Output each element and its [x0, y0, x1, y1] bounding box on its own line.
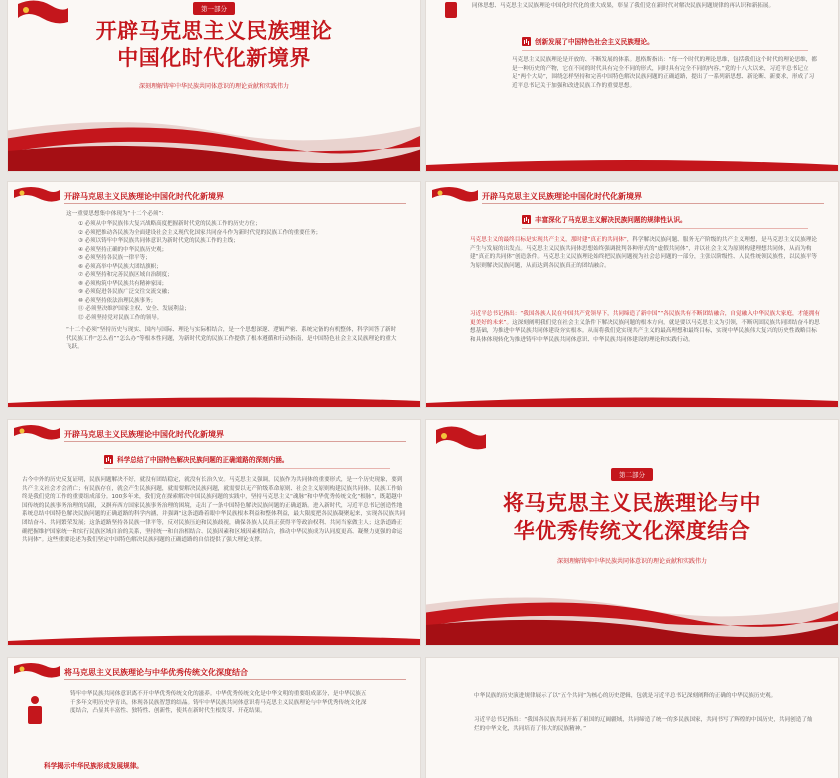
highlight-text: 马克思主义的最终目标是实现共产主义，那时建“真正的共同体”，: [470, 237, 633, 243]
speaker-icon: [440, 0, 462, 20]
slide-part2-title[interactable]: [426, 420, 838, 645]
slide-subtitle: 深刻理解铸牢中华民族共同体意识的理论贡献和实践伟力: [138, 83, 289, 90]
header-title: 将马克思主义民族理论与中华优秀传统文化深度结合: [64, 668, 248, 677]
chart-icon: [104, 455, 113, 464]
subhead: [522, 36, 654, 46]
paragraph: 习近平总书记指出：“我国各民族共同开拓了祖国的辽阔疆域，共同缔造了统一的多民族国家，共同书写了辉煌的中国历史，共同创造了灿烂的中华文化，共同培育了伟大的民族精神。”: [474, 717, 813, 732]
red-ribbon: [8, 102, 420, 171]
slide-header: [426, 182, 838, 206]
list-item: ⑥ 必须高举中华民族大团结旗帜；: [78, 263, 162, 270]
list-item: ① 必须从中华民族伟大复兴战略高度把握新时代党的民族工作的历史方位；: [78, 221, 261, 227]
paragraph: [470, 310, 820, 344]
paragraph: 中华民族的历史演进规律展示了以“五个共同”为核心的历史逻辑，包就是习近平总书记深刻阐释的正确的中华民族历史观。: [474, 693, 777, 699]
subhead-text: 科学总结了中国特色解决民族问题的正确道路的深刻内涵。: [117, 456, 289, 464]
header-title: 开辟马克思主义民族理论中国化时代化新境界: [64, 430, 224, 439]
list-item: ③ 必须以铸牢中华民族共同体意识为新时代党的民族工作的主线；: [78, 238, 239, 244]
divider: [104, 468, 390, 469]
paragraph: 马克思主义民族理论是开放的、不断发展的体系。恩格斯指出：“每一个时代的理论思维，包括我们这个时代的理论思维，都是一种历史的产物，它在不同的时代具有完全不同的形式，同时具有完全不同的内容。”党的十八大以来，习近平总书记立足“两个大局”，围绕怎样坚持和完善中国特色解决民族问题的正确道路，提出了一系列新思想、新论断、新要求，形成了习近平总书记关于加强和改进民族工作的重要思想。: [512, 57, 817, 89]
header-divider: [64, 679, 406, 680]
slide-twelve-musts[interactable]: [8, 182, 420, 407]
speaker-icon: [24, 694, 46, 730]
flag-icon: [430, 184, 478, 206]
divider: [522, 228, 808, 229]
slide-correct-path[interactable]: [8, 420, 420, 645]
slide-subtitle: 深刻理解铸牢中华民族共同体意识的理论贡献和实践伟力: [556, 558, 707, 565]
flag-icon: [12, 660, 60, 682]
slide-title-line1: 将马克思主义民族理论与中: [503, 491, 761, 515]
list-item: ⑦ 必须坚持和完善民族区域自治制度；: [78, 272, 173, 278]
list-item: ⑤ 必须坚持各民族一律平等；: [78, 255, 151, 261]
subhead-text: 科学揭示中华民族形成发展规律。: [44, 762, 143, 770]
list-item: ⑧ 必须构筑中华民族共有精神家园；: [78, 280, 168, 287]
slide-laws-understanding[interactable]: [426, 182, 838, 407]
slide-history-view[interactable]: [426, 658, 838, 778]
header-title: 开辟马克思主义民族理论中国化时代化新境界: [482, 192, 642, 201]
subhead: [44, 760, 143, 770]
red-ribbon: [426, 584, 838, 645]
musts-list: [78, 220, 398, 322]
flag-icon: [430, 424, 486, 454]
slide-header: [8, 420, 420, 444]
header-divider: [64, 441, 406, 442]
corner-wave: [426, 147, 838, 171]
slide-title-line2: 华优秀传统文化深度结合: [513, 519, 751, 543]
divider: [522, 50, 808, 51]
header-title: 开辟马克思主义民族理论中国化时代化新境界: [64, 192, 224, 201]
header-divider: [482, 203, 824, 204]
paragraph: [470, 236, 820, 270]
highlight-text: 习近平总书记指出：“我国各族人民在中国共产党领导下，共同缔造了新中国”“各民族共有不断团结融合，自觉融入中华民族大家庭，才能拥有更美好的未来”。: [470, 311, 820, 326]
slide-header: [8, 658, 420, 682]
slide-part1-title[interactable]: [8, 0, 420, 171]
list-item: ② 必须把推动各民族为全面建设社会主义现代化国家共同奋斗作为新时代党的民族工作的重要任务；: [78, 229, 322, 236]
corner-wave: [8, 387, 420, 407]
subhead: [522, 214, 687, 224]
flag-icon: [12, 184, 60, 206]
chart-icon: [522, 37, 531, 46]
chart-icon: [522, 215, 531, 224]
list-item: ⑫ 必须坚持党对民族工作的领导。: [78, 314, 163, 321]
list-item: ⑪ 必须坚决维护国家主权、安全、发展利益；: [78, 306, 190, 312]
flag-icon: [12, 422, 60, 444]
slide-title-line1: 开辟马克思主义民族理论: [95, 19, 333, 43]
corner-wave: [426, 387, 838, 407]
subhead-text: 丰富深化了马克思主义解决民族问题的规律性认识。: [535, 216, 687, 224]
part-badge: 第二部分: [611, 468, 653, 481]
list-item: ⑩ 必须坚持依法治理民族事务；: [78, 297, 157, 304]
body-text: 这深刻阐明我们党在社会主义条件下解决民族问题的根本方向，就是要以马克思主义为引领，不断巩固民族共同团结奋斗的思想基础，为推进中华民族共同体建设夯实根本。从而将我们党实现共产主义的最高理想和最终目标，实现中华民族伟大复兴的历史性战略目标和具体体现转化为推进铸牢中华民族共同体意识、中华民族共同体建设的理论和实践行动。: [470, 319, 820, 343]
intro-text: 这一重要思想集中体现为“十二个必须”：: [66, 211, 167, 217]
subhead-text: 创新发展了中国特色社会主义民族理论。: [535, 38, 654, 46]
list-item: ⑨ 必须促进各民族广泛交往交流交融；: [78, 289, 173, 295]
slide-traditional-culture[interactable]: [8, 658, 420, 778]
header-divider: [64, 203, 406, 204]
paragraph: 古今中外的历史反复证明，民族问题解决不好，就没有团结稳定，就没有长治久安。马克思主义强调，民族作为共同体的重要形式，是一个历史现象，要到共产主义社会才会消亡；有民族存在，就会产生民族问题，就需要解决民族问题，就需要以无产阶级革命原则、社会主义原则构建民族共同体。民族工作始终是我们党的工作的重要组成部分。100多年来，我们党在探索解决中国民族问题的实践中，坚持马克思主义“魂脉”和中华优秀传统文化“根脉”，既超越中国传统的民族事务治理的局限，又摒弃西方国家民族事务治理的困境，走出了一条中国特色解决民族问题的正确道路。进入新时代，习近平总书记创造性地系统总结中国特色解决民族问题的正确道路的科学内涵，并强调“这条道路着眼中华民族根本利益和整体利益，最大限度把各民族凝聚起来，实现各民族共同团结奋斗、共同繁荣发展；这条道路坚持各民族一律平等，反对民族压迫和民族歧视，确保各族人民真正获得平等政治权利、共同当家做主人；这条道路正确把握维护国家统一和实行民族区域自治的关系，坚持统一和自治相结合、民族因素和区域因素相结合，推动中华民族成为认同度更高、凝聚力更强的命运共同体”。这些重要论述为我们坚定中国特色解决民族问题的正确道路的自信提供了强大理论支撑。: [22, 477, 406, 544]
corner-wave: [8, 625, 420, 645]
paragraph: “十二个必须”坚持历史与现实、国内与国际、理论与实际相结合，是一个思想深邃、逻辑严密、系统完备的有机整体，科学回答了新时代民族工作“怎么看”“怎么办”等根本性问题，为新时代党的民族工作提供了根本遵循和行动指南，是中国特色社会主义民族理论的重大飞跃。: [66, 327, 397, 351]
slide-content-continued[interactable]: [426, 0, 838, 171]
part-badge: 第一部分: [193, 2, 235, 15]
paragraph: 同体思想、马克思主义民族理论中国化时代化的重大成果，彰显了我们党在新时代对解决民族问题规律的再认识和新拓展。: [472, 3, 775, 9]
slide-header: [8, 182, 420, 206]
slide-title-line2: 中国化时代化新境界: [117, 46, 311, 70]
body-text: 科学解决民族问题、服务无产阶级的共产主义理想，是马克思主义民族理论产生与发展的出发点。马克思主义民族共同体思想始终强调批判各种形式的“虚假共同体”，并以社会主义为原则构建理想共同体，从而为构建“真正的共同体”创造条件。马克思主义民族理论始终把民族问题视为社会总问题的一部分，主张以阶级性、人民性统领民族性，以民族平等为原则解决民族问题，从而达到各民族真正的团结融合。: [470, 237, 818, 269]
list-item: ④ 必须坚持正确的中华民族历史观；: [78, 246, 168, 253]
paragraph: 铸牢中华民族共同体意识离不开中华优秀传统文化的滋养。中华优秀传统文化是中华文明的重要组成部分，是中华民族五千多年文明历史孕育出，体现各民族智慧的结晶。铸牢中华民族共同体意识将马克思主义民族理论与中华优秀传统文化深度结合，凸显其丰富性、独特性、创新性，使其在新时代生根发芽、开花结果。: [70, 691, 367, 715]
subhead: [104, 454, 288, 464]
